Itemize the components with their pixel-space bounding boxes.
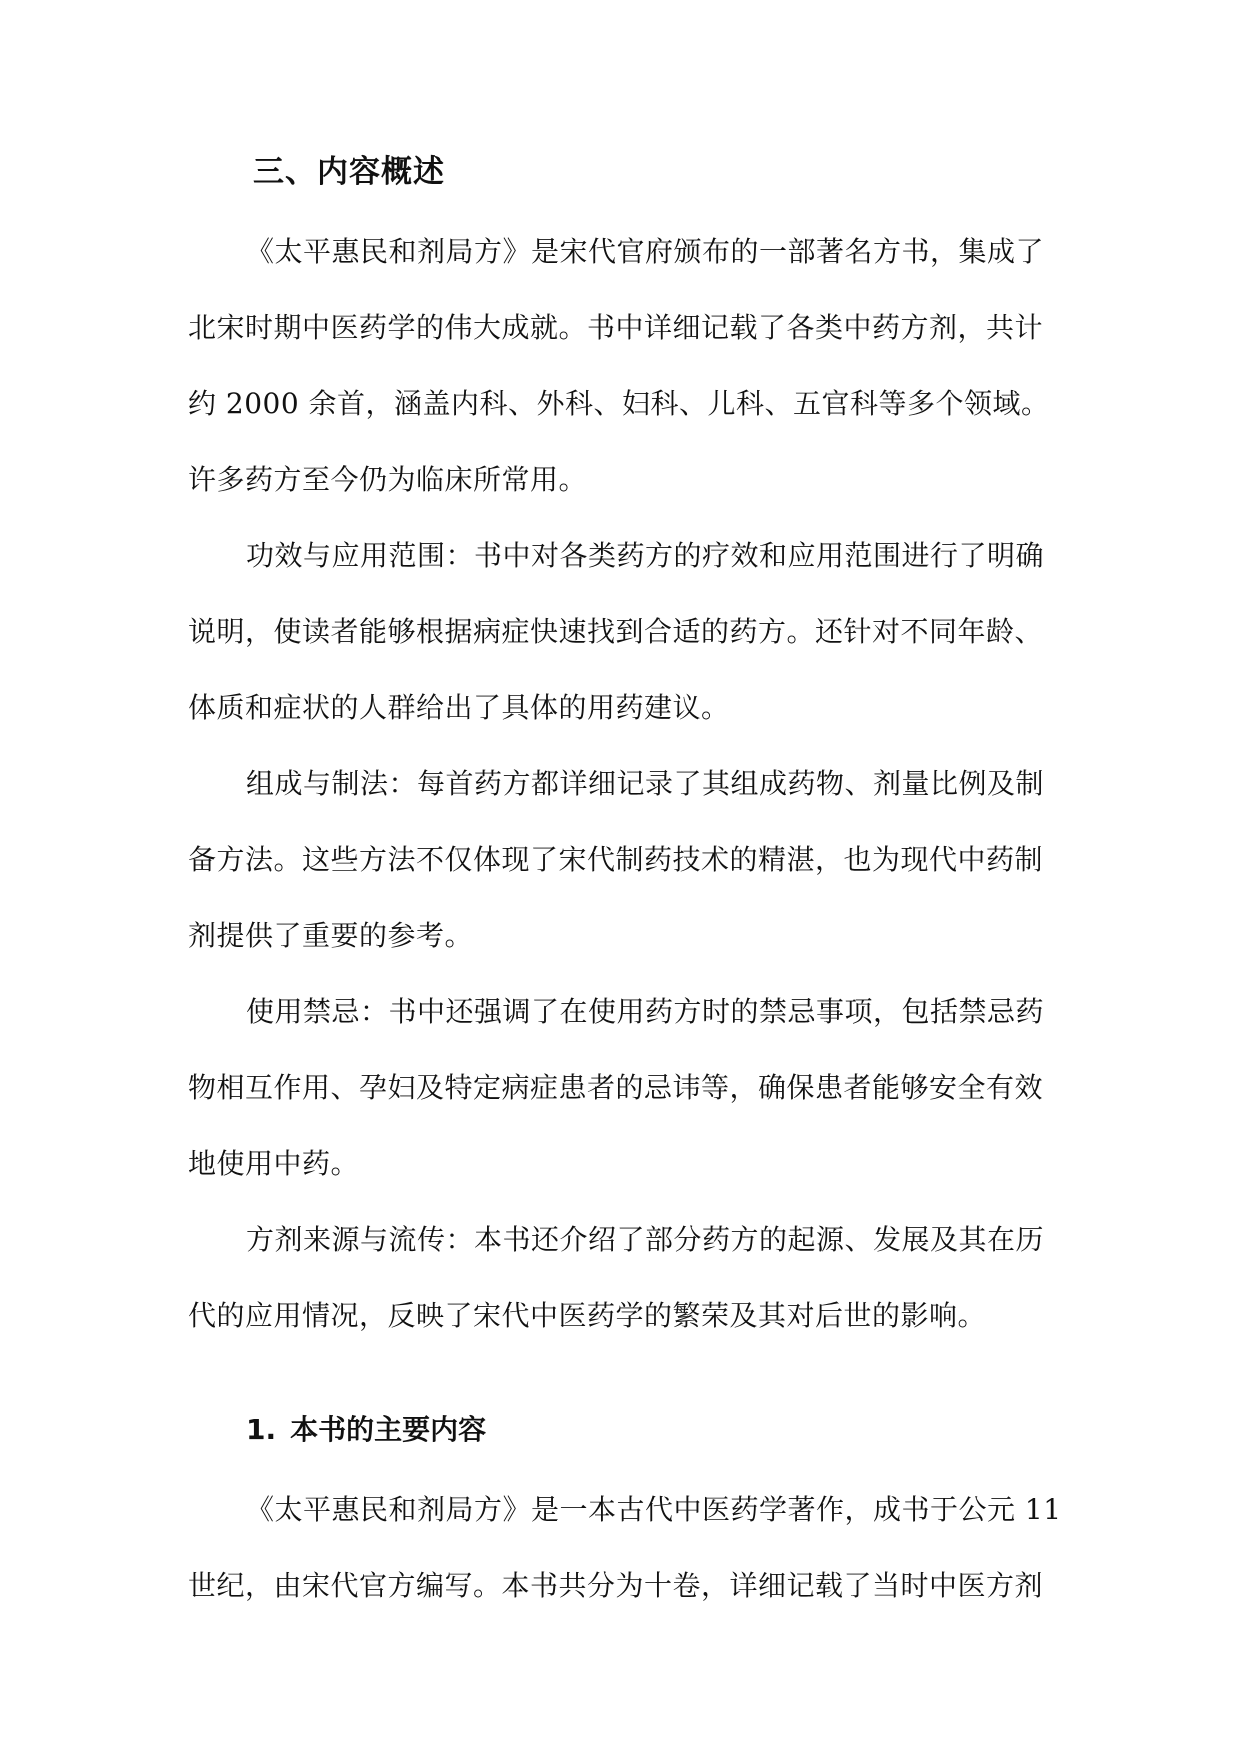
paragraph-3-line-2: 备方法。这些方法不仅体现了宋代制药技术的精湛，也为现代中药制: [188, 843, 1044, 876]
paragraph-2-line-2: 说明，使读者能够根据病症快速找到合适的药方。还针对不同年龄、: [188, 615, 1044, 648]
subsection-paragraph-line-1: 《太平惠民和剂局方》是一本古代中医药学著作，成书于公元 11: [246, 1493, 1062, 1526]
paragraph-1-line-1: 《太平惠民和剂局方》是宋代官府颁布的一部著名方书，集成了: [246, 235, 1045, 268]
paragraph-2-line-3: 体质和症状的人群给出了具体的用药建议。: [188, 691, 730, 724]
paragraph-2-line-1: 功效与应用范围：书中对各类药方的疗效和应用范围进行了明确: [246, 539, 1045, 572]
paragraph-1-line-4: 许多药方至今仍为临床所常用。: [188, 463, 588, 496]
paragraph-4-line-2: 物相互作用、孕妇及特定病症患者的忌讳等，确保患者能够安全有效: [188, 1071, 1044, 1104]
subsection-title-text: 本书的主要内容: [290, 1413, 487, 1446]
subsection-number: 1.: [246, 1413, 277, 1446]
paragraph-1-line-2: 北宋时期中医药学的伟大成就。书中详细记载了各类中药方剂，共计: [188, 311, 1044, 344]
paragraph-4-line-1: 使用禁忌：书中还强调了在使用药方时的禁忌事项，包括禁忌药: [246, 995, 1045, 1028]
paragraph-4-line-3: 地使用中药。: [188, 1147, 360, 1180]
section-title: 三、内容概述: [253, 154, 445, 190]
paragraph-1-line-3: 约 2000 余首，涵盖内科、外科、妇科、儿科、五官科等多个领域。: [188, 387, 1050, 420]
subsection-paragraph-line-2: 世纪，由宋代官方编写。本书共分为十卷，详细记载了当时中医方剂: [188, 1569, 1044, 1602]
paragraph-3-line-1: 组成与制法：每首药方都详细记录了其组成药物、剂量比例及制: [246, 767, 1045, 800]
subsection-heading: [246, 1410, 486, 1450]
paragraph-5-line-2: 代的应用情况，反映了宋代中医药学的繁荣及其对后世的影响。: [188, 1299, 987, 1332]
paragraph-5-line-1: 方剂来源与流传：本书还介绍了部分药方的起源、发展及其在历: [246, 1223, 1045, 1256]
paragraph-3-line-3: 剂提供了重要的参考。: [188, 919, 474, 952]
